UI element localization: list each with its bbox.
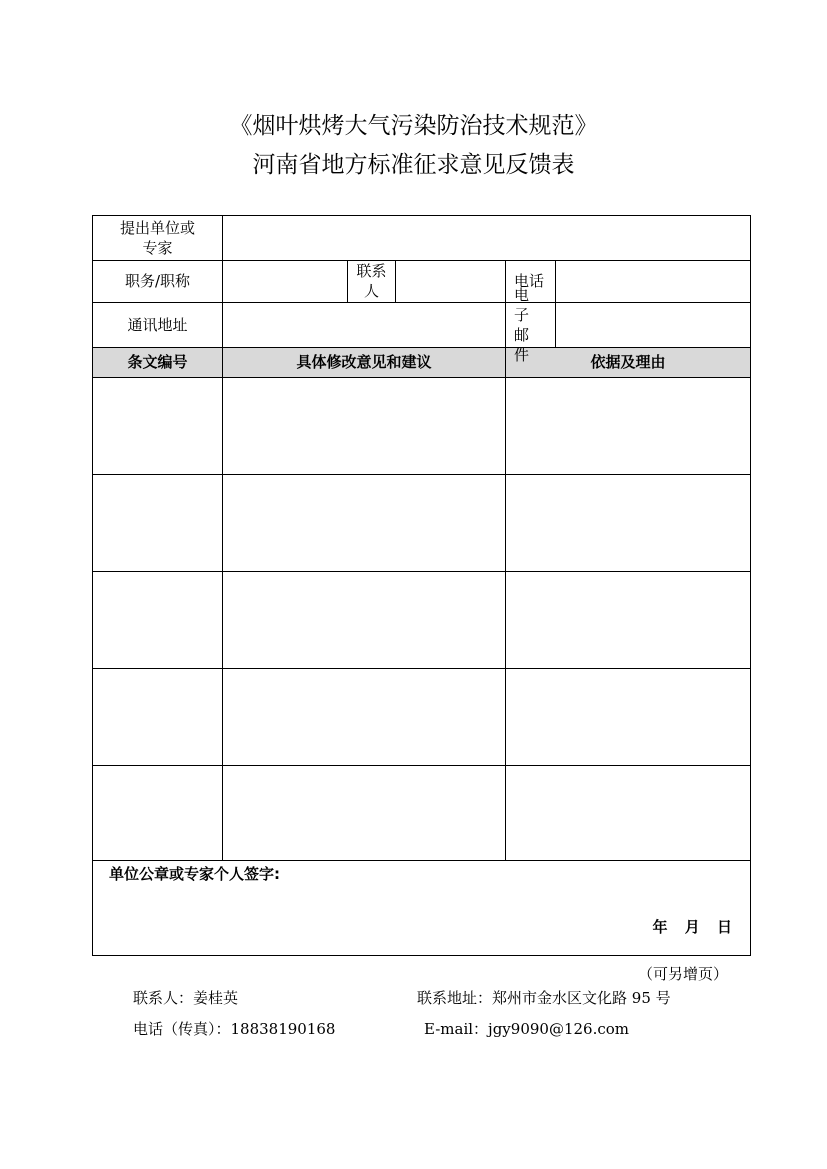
date-label: 年 月 日 — [652, 918, 732, 936]
clause-number-header: 条文编号 — [127, 353, 188, 371]
footer-contact-address: 联系地址：郑州市金水区文化路 95 号 — [417, 989, 671, 1007]
document-title-line2: 河南省地方标准征求意见反馈表 — [252, 152, 575, 178]
email-label: 电子邮 — [514, 285, 530, 344]
signature-label: 单位公章或专家个人签字: — [109, 865, 280, 883]
reason-header: 依据及理由 — [590, 353, 666, 371]
unit-or-expert-label: 提出单位或专家 — [119, 219, 195, 257]
email-value[interactable] — [556, 302, 750, 347]
document-title-line1: 《烟叶烘烤大气污染防治技术规范》 — [229, 113, 598, 139]
position-title-value[interactable] — [223, 260, 347, 302]
position-title-label: 职务/职称 — [124, 272, 191, 290]
row-divider — [93, 860, 750, 861]
mailing-address-label: 通讯地址 — [127, 315, 188, 334]
footer-contact-phone: 电话（传真）：18838190168 — [133, 1020, 336, 1038]
suggestion-header: 具体修改意见和建议 — [296, 353, 432, 371]
footer-contact-email: E-mail：jgy9090@126.com — [424, 1020, 630, 1038]
extra-pages-note: （可另增页） — [638, 965, 729, 983]
phone-value[interactable] — [556, 260, 750, 302]
table-row[interactable] — [93, 475, 750, 571]
table-row[interactable] — [93, 378, 750, 474]
feedback-form-table — [92, 215, 751, 956]
mailing-address-value[interactable] — [223, 302, 505, 347]
unit-or-expert-value[interactable] — [223, 216, 750, 260]
phone-label: 电话 — [514, 272, 545, 290]
footer-contact-person: 联系人：姜桂英 — [133, 989, 239, 1007]
contact-person-value[interactable] — [396, 260, 505, 302]
table-row[interactable] — [93, 766, 750, 860]
contact-person-label: 联系人 — [356, 262, 387, 300]
table-row[interactable] — [93, 572, 750, 668]
table-row[interactable] — [93, 669, 750, 765]
